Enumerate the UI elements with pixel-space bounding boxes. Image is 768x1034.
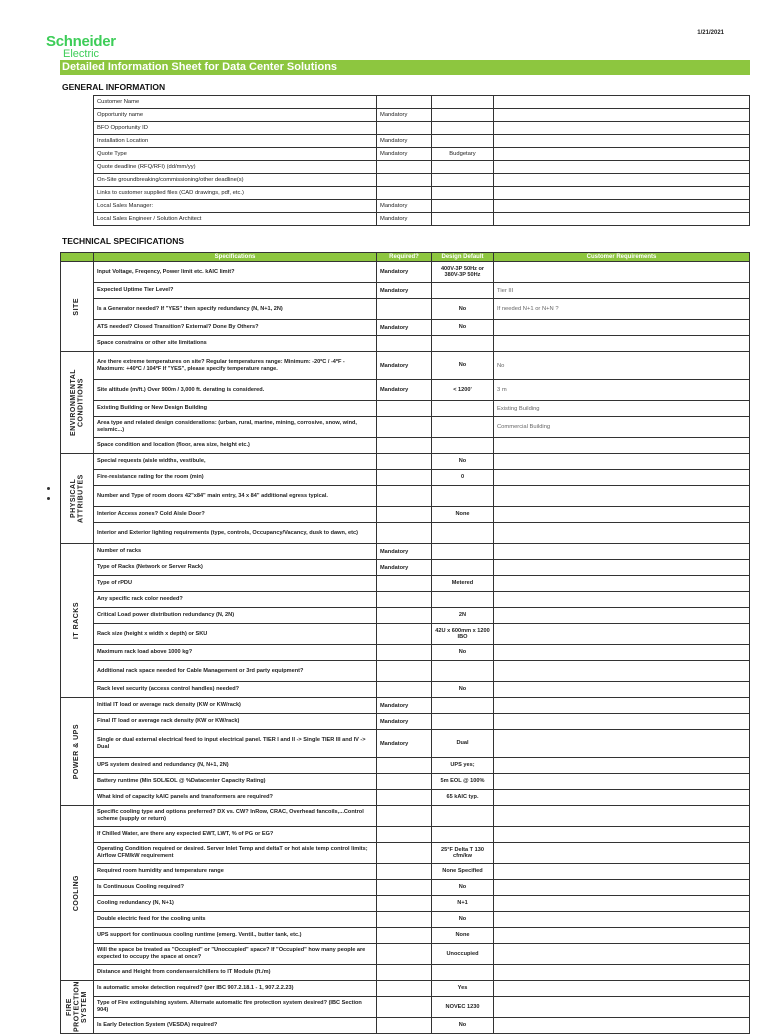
- design-default-cell: 2N: [432, 608, 494, 624]
- spec-row: [61, 486, 750, 507]
- customer-requirement-cell[interactable]: [494, 470, 750, 486]
- design-default-cell: No: [432, 454, 494, 470]
- general-info-label: Quote deadline (RFQ/RFI) (dd/mm/yy): [94, 161, 377, 174]
- spec-row: [61, 928, 750, 944]
- spec-row: [61, 880, 750, 896]
- spec-row: [61, 944, 750, 965]
- customer-requirement-cell[interactable]: [494, 928, 750, 944]
- spec-row: [61, 576, 750, 592]
- schneider-electric-logo: [46, 34, 136, 58]
- spec-row: [61, 774, 750, 790]
- design-default-cell: [432, 417, 494, 438]
- spec-text: Are there extreme temperatures on site? Regular temperatures range: Minimum: -20ºC / -4ºF - Maximum: +40ºC / 104ºF If "YES", please specify temperature range.: [94, 352, 377, 380]
- general-info-value[interactable]: [494, 96, 750, 109]
- required-cell: [377, 981, 432, 997]
- required-cell: [377, 912, 432, 928]
- required-cell: [377, 438, 432, 454]
- spec-row: [61, 380, 750, 401]
- spec-row: [61, 470, 750, 486]
- required-cell: [377, 470, 432, 486]
- general-info-required: [377, 161, 432, 174]
- required-cell: [377, 507, 432, 523]
- design-default-cell: 65 kAIC typ.: [432, 790, 494, 806]
- design-default-cell: [432, 661, 494, 682]
- required-cell: [377, 624, 432, 645]
- spec-text: Type of rPDU: [94, 576, 377, 592]
- spec-row: [61, 336, 750, 352]
- spec-row: [61, 758, 750, 774]
- section-label-physical: [61, 454, 94, 544]
- spec-row: [61, 401, 750, 417]
- customer-requirement-cell[interactable]: [494, 864, 750, 880]
- design-default-cell: [432, 438, 494, 454]
- design-default-cell: [432, 544, 494, 560]
- required-cell: [377, 1018, 432, 1034]
- spec-text: Expected Uptime Tier Level?: [94, 283, 377, 299]
- required-cell: [377, 299, 432, 320]
- spec-text: Distance and Height from condensers/chillers to IT Module (ft./m): [94, 965, 377, 981]
- required-header: Required?: [377, 253, 432, 262]
- customer-requirement-cell[interactable]: If needed N+1 or N+N ?: [494, 299, 750, 320]
- required-cell: [377, 864, 432, 880]
- spec-row: [61, 730, 750, 758]
- tech-spec-heading: TECHNICAL SPECIFICATIONS: [62, 236, 184, 246]
- required-cell: Mandatory: [377, 560, 432, 576]
- customer-requirement-cell[interactable]: [494, 965, 750, 981]
- customer-requirement-cell[interactable]: [494, 896, 750, 912]
- required-cell: Mandatory: [377, 320, 432, 336]
- required-cell: [377, 790, 432, 806]
- general-info-value[interactable]: [494, 109, 750, 122]
- spec-row: [61, 608, 750, 624]
- general-info-value[interactable]: [494, 187, 750, 200]
- spec-text: Any specific rack color needed?: [94, 592, 377, 608]
- design-default-cell: < 1200': [432, 380, 494, 401]
- customer-requirement-cell[interactable]: [494, 262, 750, 283]
- customer-requirement-cell[interactable]: [494, 523, 750, 544]
- required-cell: [377, 608, 432, 624]
- required-cell: [377, 576, 432, 592]
- design-default-cell: [432, 401, 494, 417]
- design-default-cell: 25°F Delta T 130 cfm/kw: [432, 843, 494, 864]
- general-info-label: On-Site groundbreaking/commissioning/other deadline(s): [94, 174, 377, 187]
- section-label-fire: [61, 981, 94, 1034]
- customer-requirement-cell[interactable]: [494, 592, 750, 608]
- design-default-cell: None: [432, 507, 494, 523]
- customer-requirement-cell[interactable]: [494, 576, 750, 592]
- required-cell: [377, 661, 432, 682]
- spec-text: Interior Access zones? Cold Aisle Door?: [94, 507, 377, 523]
- customer-requirement-cell[interactable]: [494, 698, 750, 714]
- spec-text: Number of racks: [94, 544, 377, 560]
- design-default-cell: [432, 714, 494, 730]
- section-label-text: FIRE PROTECTION SYSTEM: [65, 981, 88, 1033]
- spec-text: Is a Generator needed? If "YES" then specify redundancy (N, N+1, 2N): [94, 299, 377, 320]
- design-default-cell: [432, 827, 494, 843]
- spec-text: Interior and Exterior lighting requirements (type, controls, Occupancy/Vacancy, dusk to dawn, etc): [94, 523, 377, 544]
- general-info-label: Installation Location: [94, 135, 377, 148]
- required-cell: [377, 806, 432, 827]
- spec-row: [61, 981, 750, 997]
- customer-requirement-cell[interactable]: [494, 880, 750, 896]
- spec-row: [61, 1018, 750, 1034]
- design-default-cell: Unoccupied: [432, 944, 494, 965]
- spec-text: Battery runtime (Min SOL/EOL @ %Datacenter Capacity Rating): [94, 774, 377, 790]
- general-info-default: [432, 96, 494, 109]
- spec-text: Site altitude (m/ft.) Over 900m / 3,000 ft. derating is considered.: [94, 380, 377, 401]
- section-label-text: SITE: [73, 297, 81, 316]
- general-info-value[interactable]: [494, 161, 750, 174]
- required-cell: [377, 827, 432, 843]
- spec-row: [61, 454, 750, 470]
- spec-row: [61, 320, 750, 336]
- customer-requirement-cell[interactable]: [494, 486, 750, 507]
- design-default-cell: No: [432, 320, 494, 336]
- general-info-label: Local Sales Manager:: [94, 200, 377, 213]
- spec-row: [61, 912, 750, 928]
- design-default-cell: UPS yes;: [432, 758, 494, 774]
- required-cell: [377, 401, 432, 417]
- customer-requirement-cell[interactable]: [494, 806, 750, 827]
- design-default-cell: No: [432, 352, 494, 380]
- general-info-default: Budgetary: [432, 148, 494, 161]
- customer-requirement-cell[interactable]: No: [494, 352, 750, 380]
- general-info-default: [432, 122, 494, 135]
- spec-row: [61, 843, 750, 864]
- general-info-row: [94, 187, 750, 200]
- spec-text: What kind of capacity kAIC panels and transformers are required?: [94, 790, 377, 806]
- required-cell: Mandatory: [377, 714, 432, 730]
- section-label-power: [61, 698, 94, 806]
- brand-name-top: Schneider: [46, 33, 116, 50]
- required-cell: Mandatory: [377, 698, 432, 714]
- section-label-cooling: [61, 806, 94, 981]
- customer-requirement-cell[interactable]: [494, 981, 750, 997]
- design-default-cell: [432, 806, 494, 827]
- design-default-cell: No: [432, 880, 494, 896]
- section-label-environmental: [61, 352, 94, 454]
- spec-row: [61, 438, 750, 454]
- spec-header: Specifications: [94, 253, 377, 262]
- customer-requirement-cell[interactable]: Commercial Building: [494, 417, 750, 438]
- general-info-row: [94, 122, 750, 135]
- customer-requirement-cell[interactable]: [494, 507, 750, 523]
- customer-requirement-cell[interactable]: [494, 790, 750, 806]
- spec-text: Special requests (aisle widths, vestibule,: [94, 454, 377, 470]
- design-default-cell: Metered: [432, 576, 494, 592]
- design-default-cell: No: [432, 682, 494, 698]
- spec-row: [61, 507, 750, 523]
- general-info-default: [432, 161, 494, 174]
- customer-requirement-cell[interactable]: [494, 774, 750, 790]
- customer-requirement-cell[interactable]: Existing Building: [494, 401, 750, 417]
- general-info-required: [377, 122, 432, 135]
- customer-requirement-cell[interactable]: [494, 997, 750, 1018]
- required-cell: [377, 843, 432, 864]
- general-info-label: Links to customer supplied files (CAD drawings, pdf, etc.): [94, 187, 377, 200]
- customer-requirement-cell[interactable]: [494, 714, 750, 730]
- brand-name-bottom: Electric: [63, 48, 100, 60]
- required-cell: [377, 645, 432, 661]
- design-default-cell: Yes: [432, 981, 494, 997]
- customer-req-header: Customer Requirements: [494, 253, 750, 262]
- general-info-required: [377, 174, 432, 187]
- design-default-cell: No: [432, 645, 494, 661]
- design-default-cell: No: [432, 1018, 494, 1034]
- section-header-cell: [61, 253, 94, 262]
- required-cell: [377, 486, 432, 507]
- general-info-required: Mandatory: [377, 200, 432, 213]
- required-cell: [377, 880, 432, 896]
- design-default-cell: 0: [432, 470, 494, 486]
- customer-requirement-cell[interactable]: [494, 320, 750, 336]
- spec-row: [61, 661, 750, 682]
- required-cell: [377, 454, 432, 470]
- required-cell: Mandatory: [377, 262, 432, 283]
- spec-text: Is Continuous Cooling required?: [94, 880, 377, 896]
- customer-requirement-cell[interactable]: [494, 944, 750, 965]
- customer-requirement-cell[interactable]: [494, 843, 750, 864]
- general-info-heading: GENERAL INFORMATION: [62, 82, 166, 92]
- customer-requirement-cell[interactable]: [494, 645, 750, 661]
- spec-text: Input Voltage, Freqency, Power limit etc. kAIC limit?: [94, 262, 377, 283]
- section-label-text: PHYSICAL ATTRIBUTES: [69, 474, 84, 523]
- spec-text: Space constrains or other site limitations: [94, 336, 377, 352]
- section-label-text: ENVIRONMENTAL CONDITIONS: [69, 368, 84, 437]
- spec-text: Number and Type of room doors 42"x84" main entry, 34 x 84" additional egress typical.: [94, 486, 377, 507]
- spec-row: [61, 965, 750, 981]
- spec-text: Initial IT load or average rack density (KW or KW/rack): [94, 698, 377, 714]
- design-default-cell: 5m EOL @ 100%: [432, 774, 494, 790]
- general-info-row: [94, 148, 750, 161]
- design-default-cell: [432, 965, 494, 981]
- spec-text: Existing Building or New Design Building: [94, 401, 377, 417]
- required-cell: Mandatory: [377, 283, 432, 299]
- required-cell: Mandatory: [377, 380, 432, 401]
- document-date: 1/21/2021: [697, 30, 724, 36]
- general-info-label: Local Sales Engineer / Solution Architect: [94, 213, 377, 226]
- customer-requirement-cell[interactable]: [494, 438, 750, 454]
- spec-text: Rack size (height x width x depth) or SKU: [94, 624, 377, 645]
- customer-requirement-cell[interactable]: [494, 1018, 750, 1034]
- general-info-label: Quote Type: [94, 148, 377, 161]
- required-cell: [377, 592, 432, 608]
- general-info-label: BFO Opportunity ID: [94, 122, 377, 135]
- required-cell: [377, 523, 432, 544]
- required-cell: Mandatory: [377, 544, 432, 560]
- design-default-cell: Dual: [432, 730, 494, 758]
- bullet-dot: [47, 487, 50, 490]
- customer-requirement-cell[interactable]: [494, 827, 750, 843]
- design-default-cell: None Specified: [432, 864, 494, 880]
- customer-requirement-cell[interactable]: [494, 454, 750, 470]
- design-default-cell: [432, 523, 494, 544]
- general-info-label: Opportunity name: [94, 109, 377, 122]
- required-cell: Mandatory: [377, 730, 432, 758]
- required-cell: Mandatory: [377, 352, 432, 380]
- spec-text: Cooling redundancy (N, N+1): [94, 896, 377, 912]
- spec-row: [61, 544, 750, 560]
- general-info-table: [93, 95, 750, 226]
- general-info-value[interactable]: [494, 174, 750, 187]
- spec-row: [61, 827, 750, 843]
- section-label-text: POWER & UPS: [73, 723, 81, 780]
- customer-requirement-cell[interactable]: [494, 560, 750, 576]
- general-info-value[interactable]: [494, 148, 750, 161]
- required-cell: [377, 997, 432, 1018]
- design-default-cell: NOVEC 1230: [432, 997, 494, 1018]
- spec-text: Rack level security (access control handles) needed?: [94, 682, 377, 698]
- required-cell: [377, 774, 432, 790]
- general-info-row: [94, 96, 750, 109]
- spec-text: ATS needed? Closed Transition? External? Done By Others?: [94, 320, 377, 336]
- spec-row: [61, 864, 750, 880]
- design-default-cell: [432, 698, 494, 714]
- spec-row: [61, 645, 750, 661]
- spec-text: Critical Load power distribution redundancy (N, 2N): [94, 608, 377, 624]
- required-cell: [377, 758, 432, 774]
- spec-row: [61, 352, 750, 380]
- spec-row: [61, 624, 750, 645]
- design-default-header: Design Default: [432, 253, 494, 262]
- general-info-row: [94, 174, 750, 187]
- spec-row: [61, 523, 750, 544]
- general-info-required: [377, 96, 432, 109]
- spec-text: Type of Racks (Network or Server Rack): [94, 560, 377, 576]
- spec-row: [61, 806, 750, 827]
- required-cell: [377, 336, 432, 352]
- general-info-default: [432, 109, 494, 122]
- design-default-cell: 400V-3P 50Hz or 380V-3P 50Hz: [432, 262, 494, 283]
- spec-text: Maximum rack load above 1000 kg?: [94, 645, 377, 661]
- design-default-cell: 42U x 600mm x 1200 IBO: [432, 624, 494, 645]
- required-cell: [377, 944, 432, 965]
- spec-text: Space condition and location (floor, area size, height etc.): [94, 438, 377, 454]
- required-cell: [377, 965, 432, 981]
- general-info-required: Mandatory: [377, 213, 432, 226]
- spec-text: Final IT load or average rack density (KW or KW/rack): [94, 714, 377, 730]
- customer-requirement-cell[interactable]: [494, 624, 750, 645]
- general-info-label: Customer Name: [94, 96, 377, 109]
- required-cell: [377, 682, 432, 698]
- customer-requirement-cell[interactable]: Tier III: [494, 283, 750, 299]
- customer-requirement-cell[interactable]: [494, 544, 750, 560]
- customer-requirement-cell[interactable]: [494, 912, 750, 928]
- general-info-default: [432, 135, 494, 148]
- spec-text: Specific cooling type and options preferred? DX vs. CW? InRow, CRAC, Overhead fancoils,...Control scheme (supply or return): [94, 806, 377, 827]
- design-default-cell: [432, 486, 494, 507]
- spec-text: Type of Fire extinguishing system. Alternate automatic fire protection system desired? (IBC Section 904): [94, 997, 377, 1018]
- general-info-row: [94, 135, 750, 148]
- design-default-cell: [432, 336, 494, 352]
- general-info-default: [432, 213, 494, 226]
- customer-requirement-cell[interactable]: [494, 730, 750, 758]
- spec-row: [61, 698, 750, 714]
- spec-text: UPS system desired and redundancy (N, N+1, 2N): [94, 758, 377, 774]
- spec-text: Additional rack space needed for Cable Management or 3rd party equipment?: [94, 661, 377, 682]
- general-info-default: [432, 174, 494, 187]
- general-info-row: [94, 161, 750, 174]
- general-info-required: Mandatory: [377, 135, 432, 148]
- design-default-cell: [432, 283, 494, 299]
- general-info-default: [432, 187, 494, 200]
- design-default-cell: [432, 592, 494, 608]
- spec-text: Is Early Detection System (VESDA) required?: [94, 1018, 377, 1034]
- spec-text: UPS support for continuous cooling runtime (emerg. Ventil., butter tank, etc.): [94, 928, 377, 944]
- general-info-value[interactable]: [494, 135, 750, 148]
- general-info-default: [432, 200, 494, 213]
- design-default-cell: [432, 560, 494, 576]
- spec-row: [61, 790, 750, 806]
- spec-text: If Chilled Water, are there any expected EWT, LWT, % of PG or EG?: [94, 827, 377, 843]
- required-cell: [377, 417, 432, 438]
- spec-row: [61, 560, 750, 576]
- design-default-cell: No: [432, 912, 494, 928]
- spec-row: [61, 592, 750, 608]
- spec-row: [61, 417, 750, 438]
- spec-text: Area type and related design considerations: (urban, rural, marine, mining, corrosive, snow, wind, seismic...): [94, 417, 377, 438]
- general-info-required: [377, 187, 432, 200]
- general-info-row: [94, 213, 750, 226]
- section-label-it-racks: [61, 544, 94, 698]
- tech-spec-table: [60, 252, 750, 1034]
- spec-row: [61, 262, 750, 283]
- general-info-required: Mandatory: [377, 148, 432, 161]
- spec-text: Single or dual external electrical feed to input electrical panel. TIER I and II -> Single TIER III and IV -> Dual: [94, 730, 377, 758]
- spec-row: [61, 283, 750, 299]
- customer-requirement-cell[interactable]: [494, 682, 750, 698]
- spec-text: Fire-resistance rating for the room (min): [94, 470, 377, 486]
- customer-requirement-cell[interactable]: [494, 608, 750, 624]
- section-label-text: COOLING: [73, 874, 81, 912]
- spec-text: Double electric feed for the cooling units: [94, 912, 377, 928]
- spec-row: [61, 997, 750, 1018]
- customer-requirement-cell[interactable]: 3 m: [494, 380, 750, 401]
- bullet-dot: [47, 497, 50, 500]
- spec-row: [61, 299, 750, 320]
- general-info-row: [94, 109, 750, 122]
- spec-row: [61, 896, 750, 912]
- customer-requirement-cell[interactable]: [494, 336, 750, 352]
- spec-text: Required room humidity and temperature range: [94, 864, 377, 880]
- general-info-value[interactable]: [494, 213, 750, 226]
- general-info-row: [94, 200, 750, 213]
- general-info-required: Mandatory: [377, 109, 432, 122]
- tech-spec-header-row: [61, 253, 750, 262]
- general-info-value[interactable]: [494, 200, 750, 213]
- customer-requirement-cell[interactable]: [494, 661, 750, 682]
- required-cell: [377, 896, 432, 912]
- design-default-cell: N+1: [432, 896, 494, 912]
- required-cell: [377, 928, 432, 944]
- section-label-text: IT RACKS: [73, 601, 81, 640]
- section-label-site: [61, 262, 94, 352]
- customer-requirement-cell[interactable]: [494, 758, 750, 774]
- spec-text: Operating Condition required or desired. Server Inlet Temp and deltaT or hot aisle temp control limits; Airflow CFM/kW requirement: [94, 843, 377, 864]
- spec-text: Will the space be treated as "Occupied" or "Unoccupied" space? If "Occupied" how many people are expected to occupy the space at once?: [94, 944, 377, 965]
- spec-row: [61, 682, 750, 698]
- design-default-cell: None: [432, 928, 494, 944]
- design-default-cell: No: [432, 299, 494, 320]
- spec-text: Is automatic smoke detection required? (per IBC 907.2.18.1 - 1, 907.2.2.23): [94, 981, 377, 997]
- page-title: Detailed Information Sheet for Data Center Solutions: [60, 60, 750, 75]
- spec-row: [61, 714, 750, 730]
- general-info-value[interactable]: [494, 122, 750, 135]
